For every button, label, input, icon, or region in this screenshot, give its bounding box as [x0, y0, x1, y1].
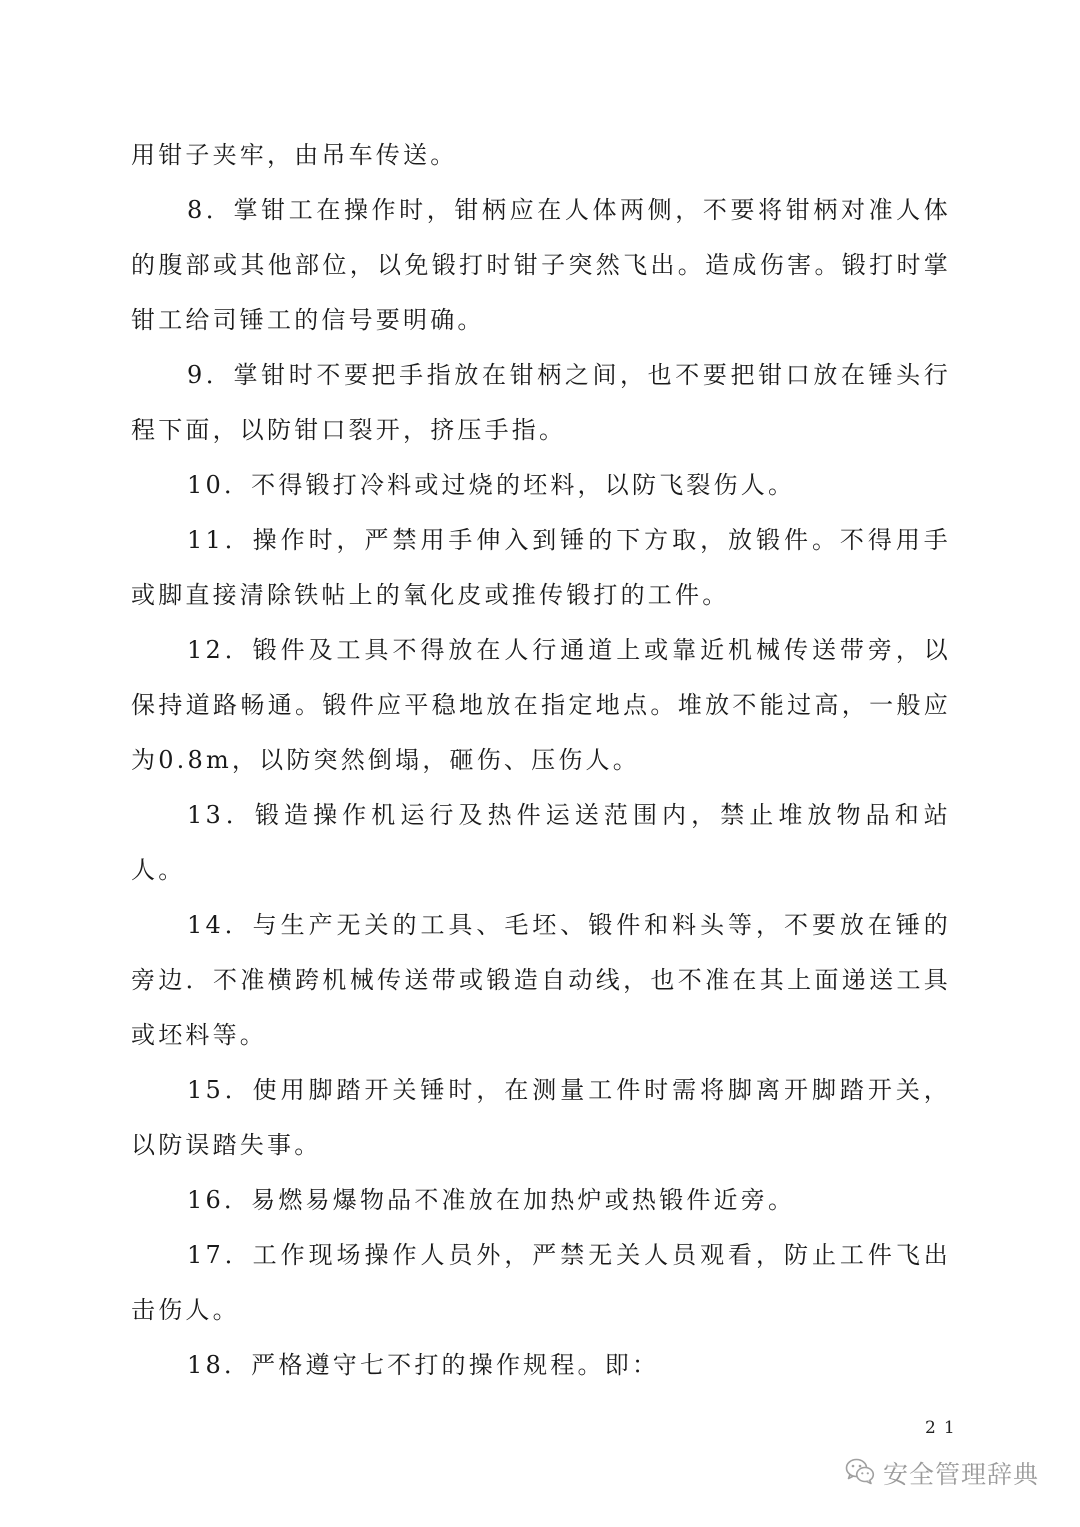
paragraph: 8．掌钳工在操作时，钳柄应在人体两侧，不要将钳柄对准人体的腹部或其他部位，以免锻打时钳子突然飞出。造成伤害。锻打时掌钳工给司锤工的信号要明确。 [131, 196, 951, 334]
paragraph: 9．掌钳时不要把手指放在钳柄之间，也不要把钳口放在锤头行程下面，以防钳口裂开，挤压手指。 [131, 361, 951, 444]
paragraph: 15．使用脚踏开关锤时，在测量工件时需将脚离开脚踏开关，以防误踏失事。 [131, 1076, 951, 1159]
page-number: 21 [925, 1418, 963, 1438]
paragraph: 用钳子夹牢，由吊车传送。 [131, 141, 458, 169]
document-body [131, 128, 951, 1393]
watermark-text: 安全管理辞典 [883, 1460, 1040, 1489]
paragraph: 14．与生产无关的工具、毛坯、锻件和料头等，不要放在锤的旁边．不准横跨机械传送带或锻造自动线，也不准在其上面递送工具或坯料等。 [131, 911, 951, 1049]
paragraph: 18．严格遵守七不打的操作规程。即： [187, 1351, 660, 1379]
paragraph: 13．锻造操作机运行及热件运送范围内，禁止堆放物品和站人。 [131, 801, 951, 884]
paragraph: 10．不得锻打冷料或过烧的坯料，以防飞裂伤人。 [187, 471, 796, 499]
paragraph: 16．易燃易爆物品不准放在加热炉或热锻件近旁。 [187, 1186, 796, 1214]
wechat-icon [845, 1457, 875, 1489]
watermark [845, 1455, 1039, 1491]
paragraph: 17．工作现场操作人员外，严禁无关人员观看，防止工件飞出击伤人。 [131, 1241, 951, 1324]
paragraph: 11．操作时，严禁用手伸入到锤的下方取，放锻件。不得用手或脚直接清除铁帖上的氧化皮或推传锻打的工件。 [131, 526, 951, 609]
paragraph: 12．锻件及工具不得放在人行通道上或靠近机械传送带旁，以保持道路畅通。锻件应平稳地放在指定地点。堆放不能过高，一般应为0.8m，以防突然倒塌，砸伤、压伤人。 [131, 636, 951, 774]
